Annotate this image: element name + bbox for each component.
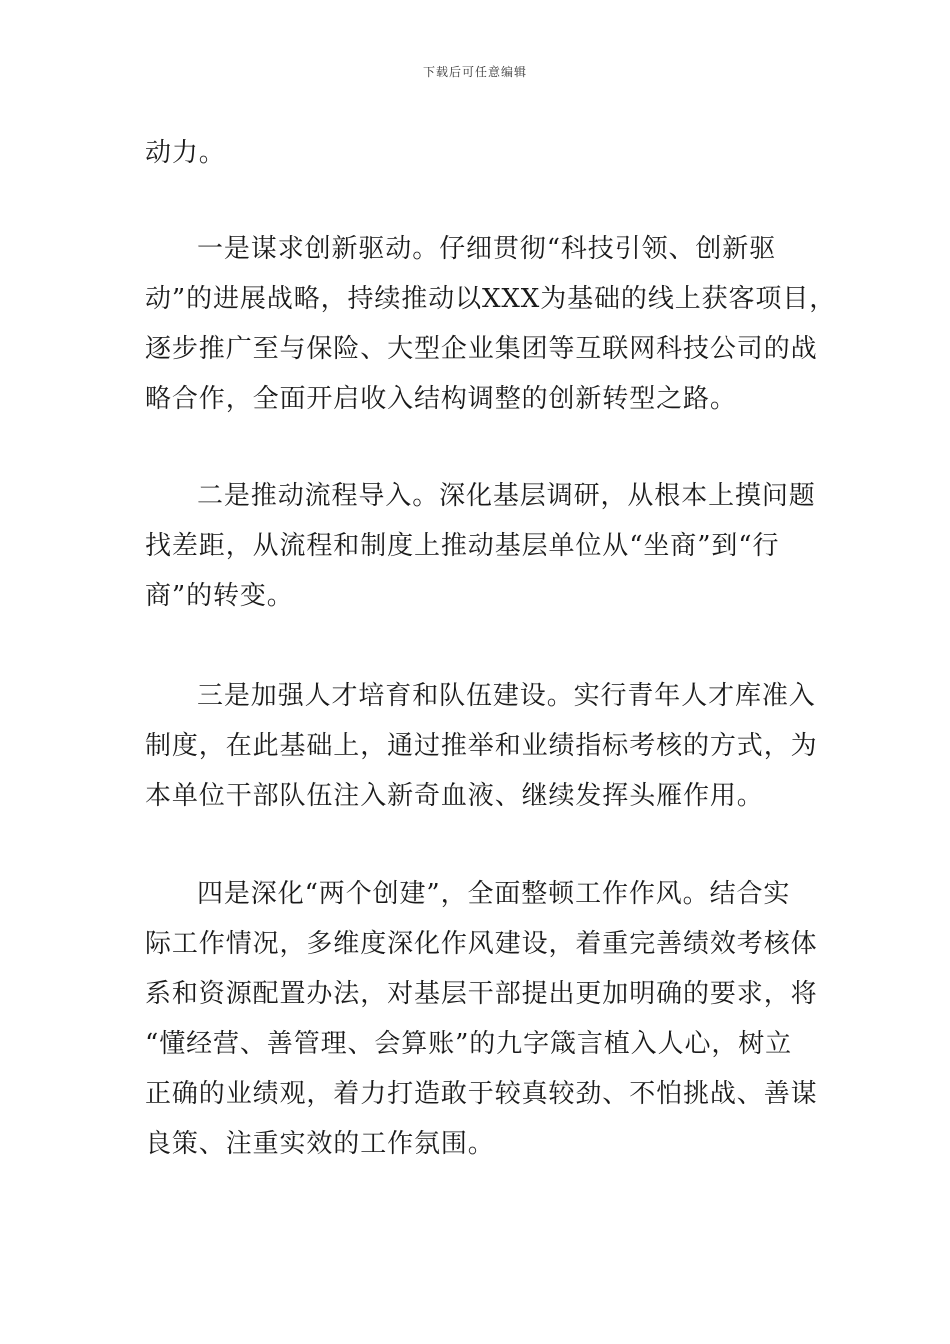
- paragraph-line: 一是谋求创新驱动。仔细贯彻“科技引领、创新驱: [197, 234, 777, 264]
- page-header: 下载后可任意编辑: [422, 65, 527, 79]
- paragraph-line: 商”的转变。: [145, 581, 294, 611]
- paragraph-line: 际工作情况，多维度深化作风建设，着重完善绩效考核体: [145, 929, 818, 959]
- paragraph-line: 动”的进展战略，持续推动以XXX为基础的线上获客项目，: [145, 284, 837, 314]
- paragraph-line: “懂经营、善管理、会算账”的九字箴言植入人心，树立: [145, 1029, 793, 1059]
- paragraph-line: 良策、注重实效的工作氛围。: [145, 1129, 495, 1159]
- paragraph-line: 三是加强人才培育和队伍建设。实行青年人才库准入: [197, 681, 816, 711]
- paragraph-line: 四是深化“两个创建”，全面整顿工作作风。结合实: [197, 879, 791, 909]
- paragraph-line: 本单位干部队伍注入新奇血液、继续发挥头雁作用。: [145, 781, 764, 811]
- paragraph-line: 制度，在此基础上，通过推举和业绩指标考核的方式，为: [145, 731, 818, 761]
- paragraph-line: 系和资源配置办法，对基层干部提出更加明确的要求，将: [145, 979, 818, 1009]
- paragraph-line: 动力。: [145, 138, 226, 168]
- paragraph-line: 找差距，从流程和制度上推动基层单位从“坐商”到“行: [145, 531, 780, 561]
- paragraph-line: 逐步推广至与保险、大型企业集团等互联网科技公司的战: [145, 334, 818, 364]
- paragraph-line: 二是推动流程导入。深化基层调研，从根本上摸问题: [197, 481, 816, 511]
- paragraph-line: 略合作，全面开启收入结构调整的创新转型之路。: [145, 384, 737, 414]
- paragraph-line: 正确的业绩观，着力打造敢于较真较劲、不怕挑战、善谋: [145, 1079, 818, 1109]
